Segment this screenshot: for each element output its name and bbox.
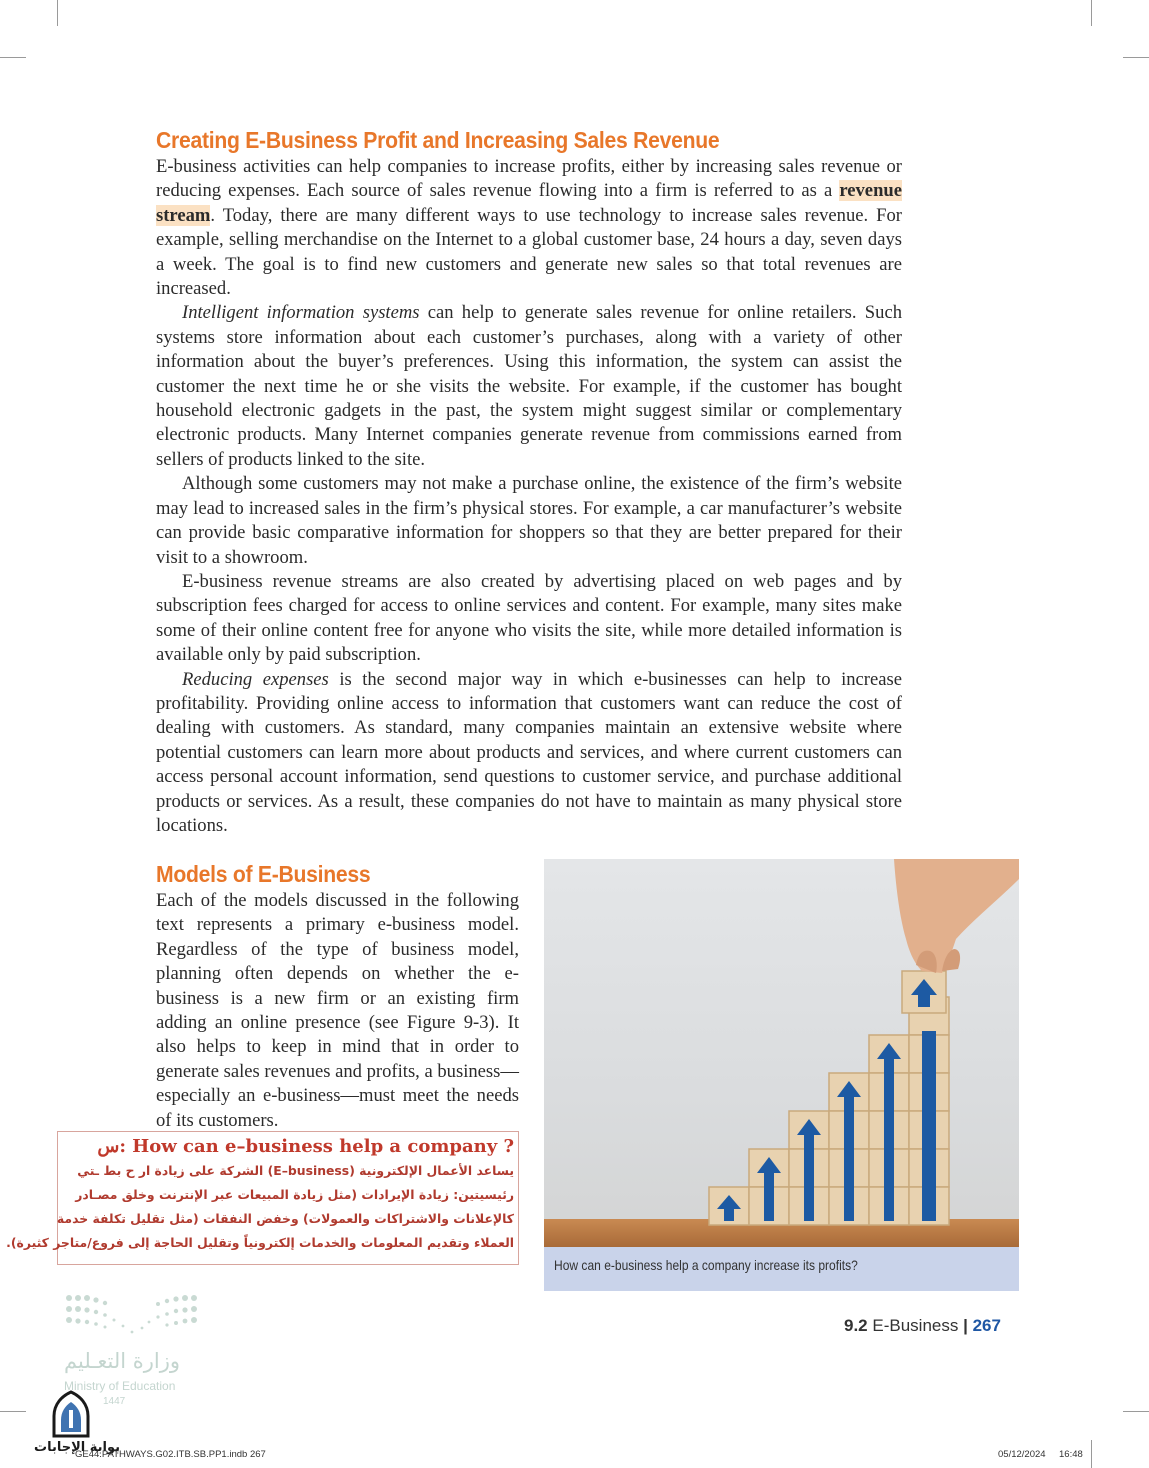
text: E-business activities can help companies to increase profits, either by increasing sales revenue or reducing expenses. Each source of sales revenue flowing into a firm is referred to as a <box>156 156 902 202</box>
figure-caption: How can e-business help a company increase its profits? <box>554 1257 858 1273</box>
ministry-name-arabic: وزارة التعـليم <box>64 1349 181 1373</box>
footer-separator: | <box>963 1316 968 1335</box>
paragraph <box>156 301 902 472</box>
hand-icon <box>894 859 1019 973</box>
crop-mark <box>1091 1440 1092 1468</box>
italic-term: Intelligent information systems <box>182 302 420 324</box>
annotation-question: س: How can e–business help a company ? <box>97 1136 514 1157</box>
paragraph <box>156 155 902 301</box>
watermark-text: بوابة الإجابات <box>34 1440 120 1455</box>
section-number: 9.2 <box>844 1316 868 1335</box>
text: is the second major way in which e-businesses can help to increase profitability. Providing online access to information that customers want can reduce the cost of dealing with customers. As standard, many companies maintain an extensive website where potential customers can learn more about products and services, and where current customers can access personal account information, send questions to customer service, and purchase additional products or services. As a result, these companies do not have to maintain as many physical store locations. <box>156 668 902 836</box>
section-body-profit <box>156 155 902 838</box>
figure-caption-box <box>544 1247 1019 1291</box>
paragraph: E-business revenue streams are also created by advertising placed on web pages and by subscription fees charged for access to online services and content. For example, many sites make some of their online content free for anyone who visits the site, while more detailed information is available only by paid subscription. <box>156 570 902 666</box>
print-slug-file: GE44.PATHWAYS.G02.ITB.SB.PP1.indb 267 <box>75 1449 266 1460</box>
annotation-line-2: رئيسيتين: زيادة الإيرادات (مثل زيادة المبيعات عبر الإنترنت وخلق مصـادر <box>75 1187 514 1202</box>
watermark-lantern-icon <box>48 1390 94 1440</box>
text: can help to generate sales revenue for online retailers. Such systems store information about each customer’s purchases, along with a variety of other information about the buyer’s preferences. Using this information, the system can assist the customer the next time he or she visits the website. For example, if the customer has bought household electronic gadgets in the past, the system might suggest similar or complementary electronic products. Many Internet companies generate revenue from commissions earned from sellers of products linked to the site. <box>156 302 902 470</box>
crop-mark <box>57 0 58 26</box>
crop-mark <box>0 57 26 58</box>
page-footer <box>844 1316 1001 1336</box>
figure-9-2-photo <box>544 859 1019 1291</box>
annotation-line-4: العملاء وتقديم المعلومات والخدمات إلكترونياً وتقليل الحاجة إلى فروع/متاجر كثيرة). <box>6 1235 514 1250</box>
text: . Today, there are many different ways to use technology to increase sales revenue. For example, selling merchandise on the Internet to a global customer base, 24 hours a day, seven days a week. The goal is to find new customers and generate new sales so that total revenues are increased. <box>156 204 902 300</box>
ministry-logo-dots-icon <box>64 1292 200 1338</box>
annotation-line-3: كالإعلانات والاشتراكات والعمولات) وخفض النفقات (مثل تقليل تكلفة خدمة <box>56 1211 514 1226</box>
print-slug-date: 05/12/2024 <box>998 1449 1046 1460</box>
section-name: E-Business <box>872 1316 959 1335</box>
section-heading-profit: Creating E-Business Profit and Increasing Sales Revenue <box>156 127 720 153</box>
annotation-line-1: يساعد الأعمال الإلكترونية (E–business) الشركة على زيادة ار ح بط ـتي <box>77 1163 514 1178</box>
section-heading-models: Models of E-Business <box>156 861 371 887</box>
paragraph: Each of the models discussed in the following text represents a primary e-business model. Regardless of the type of business model, planning often depends on whether the e-business is a new firm or an existing firm adding an online presence (see Figure 9-3). It also helps to keep in mind that in order to generate sales revenues and profits, a business—especially an e-business—must meet the needs of its customers. <box>156 890 519 1131</box>
key-term-revenue-stream: revenue stream <box>156 180 902 226</box>
page-number: 267 <box>972 1316 1001 1335</box>
italic-term: Reducing expenses <box>182 668 329 690</box>
blocks-illustration <box>544 859 1019 1247</box>
photo-wooden-blocks-arrows <box>544 859 1019 1247</box>
crop-mark <box>0 1411 26 1412</box>
section-body-models <box>156 889 519 1133</box>
ministry-name-english: Ministry of Education <box>64 1379 176 1393</box>
crop-mark <box>1091 0 1092 26</box>
paragraph: Although some customers may not make a purchase online, the existence of the firm’s website may lead to increased sales in the firm’s physical stores. For example, a car manufacturer’s website can provide basic comparative information for shoppers so that they are better prepared for their visit to a showroom. <box>156 473 902 568</box>
ministry-year: 1447 <box>103 1396 126 1407</box>
print-slug-time: 16:48 <box>1059 1449 1083 1460</box>
wooden-block-stack <box>709 971 949 1225</box>
crop-mark <box>1123 1411 1149 1412</box>
paragraph <box>156 668 902 839</box>
crop-mark <box>1123 57 1149 58</box>
